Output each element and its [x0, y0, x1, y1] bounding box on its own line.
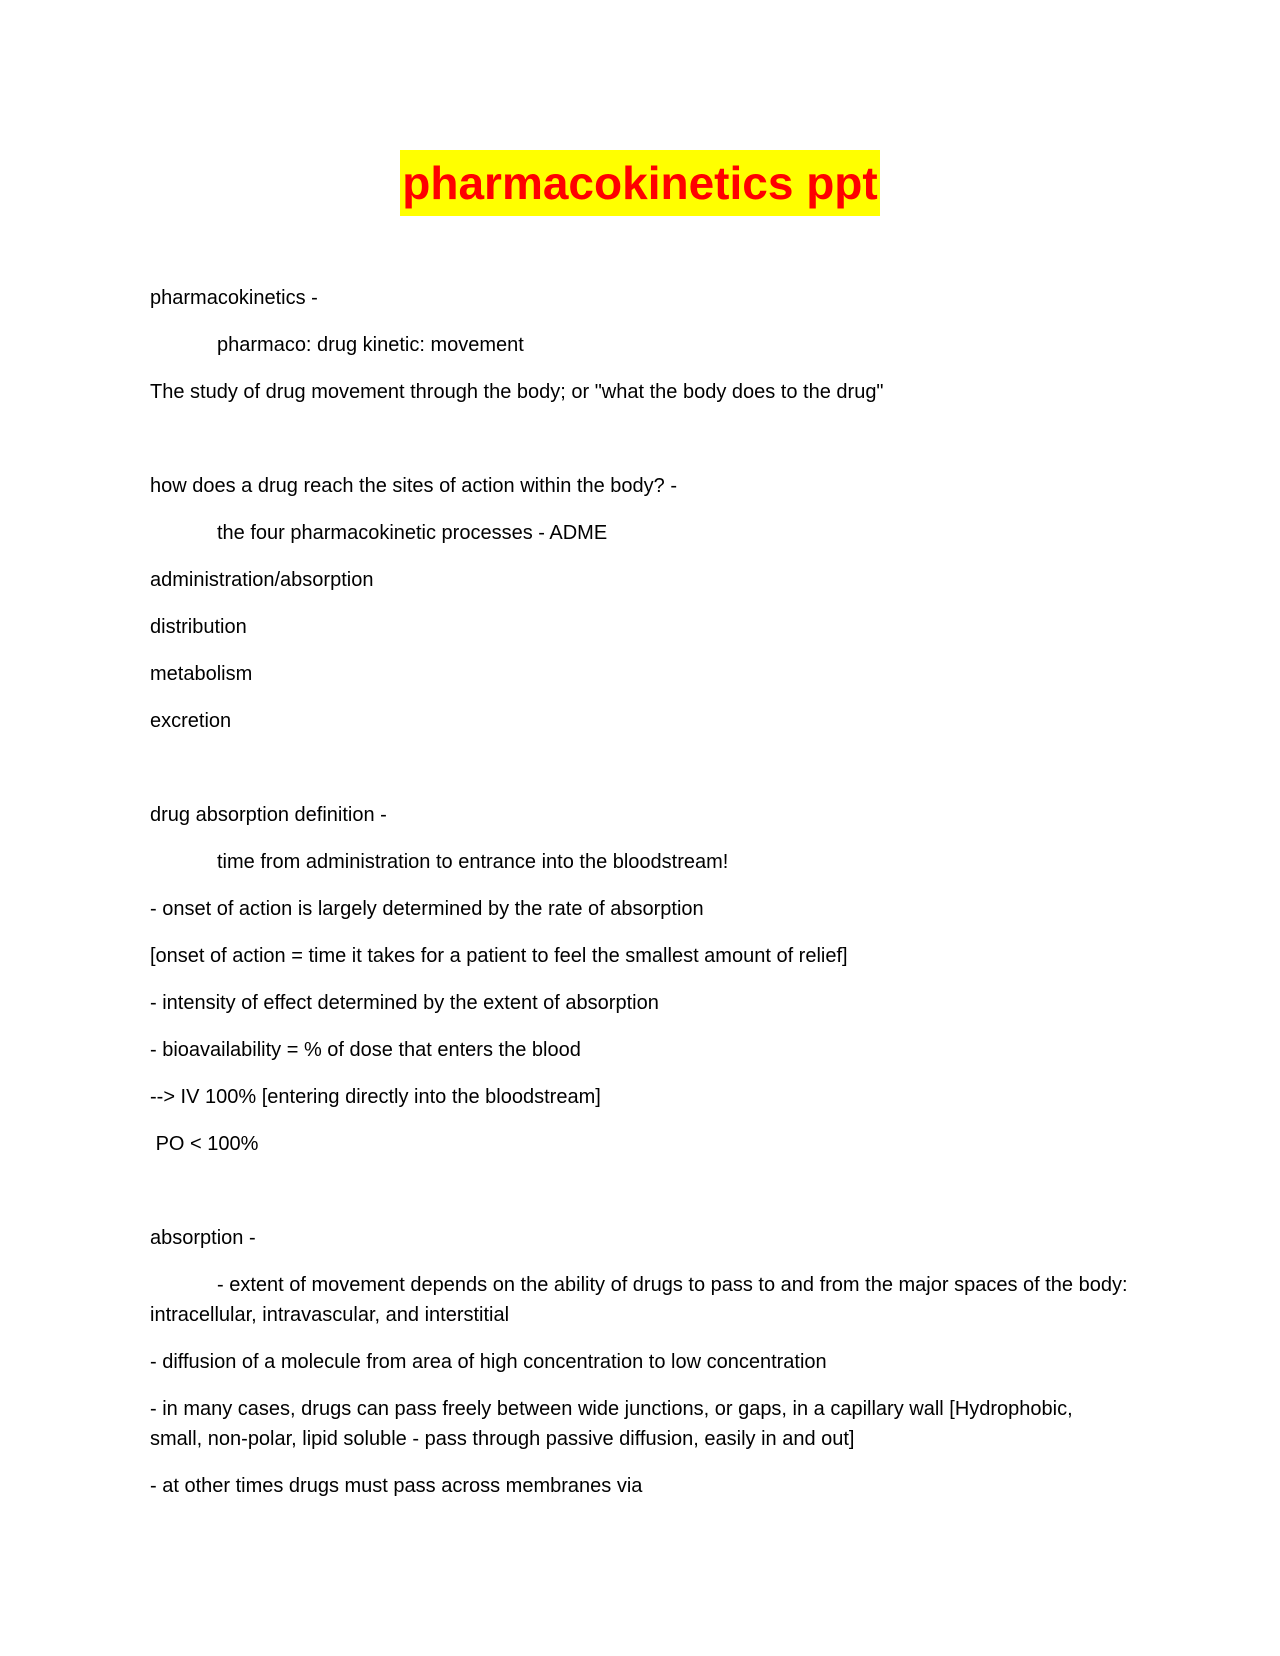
paragraph: time from administration to entrance into the bloodstream!: [217, 851, 729, 873]
paragraph: pharmacokinetics -: [150, 287, 318, 309]
document-body: [150, 283, 1134, 1518]
paragraph: - diffusion of a molecule from area of high concentration to low concentration: [150, 1351, 827, 1373]
title-container: [0, 150, 1280, 216]
paragraph: administration/absorption: [150, 569, 374, 591]
paragraph: [onset of action = time it takes for a patient to feel the smallest amount of relief]: [150, 945, 848, 967]
paragraph: metabolism: [150, 663, 253, 685]
paragraph: drug absorption definition -: [150, 804, 387, 826]
paragraph: - onset of action is largely determined by the rate of absorption: [150, 898, 704, 920]
blank-line: [150, 1176, 1130, 1223]
paragraph: The study of drug movement through the body; or "what the body does to the drug": [150, 381, 884, 403]
paragraph: how does a drug reach the sites of action within the body? -: [150, 475, 677, 497]
paragraph: PO < 100%: [150, 1133, 259, 1155]
paragraph: absorption -: [150, 1227, 256, 1249]
paragraph: - extent of movement depends on the ability of drugs to pass to and from the major spaces of the body: intracellular, intravascular, and interstitial: [150, 1274, 1134, 1326]
paragraph: - intensity of effect determined by the extent of absorption: [150, 992, 659, 1014]
blank-line: [150, 424, 1130, 471]
paragraph: --> IV 100% [entering directly into the bloodstream]: [150, 1086, 601, 1108]
document-title: pharmacokinetics ppt: [400, 150, 879, 216]
paragraph: - in many cases, drugs can pass freely between wide junctions, or gaps, in a capillary wall [Hydrophobic, small, non-polar, lipid soluble - pass through passive diffusion, easily in and out]: [150, 1398, 1079, 1450]
paragraph: excretion: [150, 710, 232, 732]
paragraph: distribution: [150, 616, 247, 638]
paragraph: - at other times drugs must pass across membranes via: [150, 1475, 643, 1497]
paragraph: pharmaco: drug kinetic: movement: [217, 334, 524, 356]
blank-line: [150, 753, 1130, 800]
paragraph: - bioavailability = % of dose that enters the blood: [150, 1039, 581, 1061]
paragraph: the four pharmacokinetic processes - ADME: [217, 522, 608, 544]
